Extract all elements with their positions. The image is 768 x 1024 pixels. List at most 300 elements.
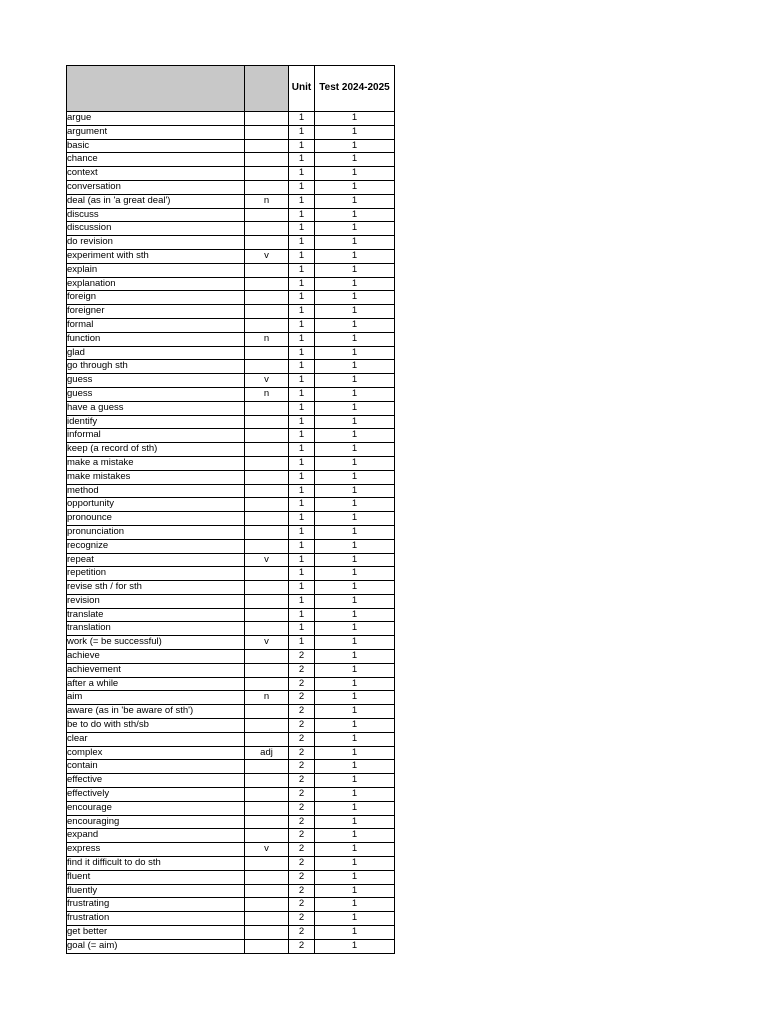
unit-cell: 2 [289, 677, 315, 691]
word-cell: achieve [67, 650, 245, 664]
pos-cell [245, 788, 289, 802]
pos-cell [245, 139, 289, 153]
table-row [67, 456, 395, 470]
test-cell: 1 [315, 788, 395, 802]
word-cell: contain [67, 760, 245, 774]
table-row [67, 291, 395, 305]
pos-cell [245, 167, 289, 181]
unit-cell: 1 [289, 553, 315, 567]
table-row [67, 594, 395, 608]
table-row [67, 801, 395, 815]
table-row [67, 125, 395, 139]
unit-cell: 1 [289, 525, 315, 539]
word-cell: work (= be successful) [67, 636, 245, 650]
test-cell: 1 [315, 705, 395, 719]
word-cell: revision [67, 594, 245, 608]
unit-cell: 1 [289, 636, 315, 650]
unit-cell: 1 [289, 249, 315, 263]
pos-cell [245, 650, 289, 664]
pos-cell [245, 470, 289, 484]
table-row [67, 677, 395, 691]
word-cell: foreigner [67, 305, 245, 319]
word-cell: argue [67, 112, 245, 126]
header-row [67, 66, 395, 112]
pos-cell [245, 829, 289, 843]
test-cell: 1 [315, 594, 395, 608]
pos-cell: v [245, 843, 289, 857]
test-cell: 1 [315, 360, 395, 374]
word-cell: effective [67, 774, 245, 788]
word-cell: translate [67, 608, 245, 622]
unit-cell: 1 [289, 194, 315, 208]
pos-cell: v [245, 249, 289, 263]
test-cell: 1 [315, 622, 395, 636]
table-row [67, 498, 395, 512]
pos-cell [245, 346, 289, 360]
unit-cell: 1 [289, 153, 315, 167]
pos-cell [245, 581, 289, 595]
test-cell: 1 [315, 898, 395, 912]
pos-cell [245, 857, 289, 871]
pos-cell [245, 567, 289, 581]
pos-cell [245, 884, 289, 898]
unit-cell: 1 [289, 622, 315, 636]
word-cell: encourage [67, 801, 245, 815]
test-cell: 1 [315, 650, 395, 664]
table-row [67, 760, 395, 774]
word-cell: encouraging [67, 815, 245, 829]
test-cell: 1 [315, 636, 395, 650]
test-cell: 1 [315, 236, 395, 250]
word-cell: deal (as in 'a great deal') [67, 194, 245, 208]
word-cell: repeat [67, 553, 245, 567]
table-row [67, 208, 395, 222]
unit-cell: 2 [289, 829, 315, 843]
word-cell: make mistakes [67, 470, 245, 484]
table-row [67, 387, 395, 401]
pos-cell [245, 318, 289, 332]
word-cell: get better [67, 926, 245, 940]
word-cell: find it difficult to do sth [67, 857, 245, 871]
test-cell: 1 [315, 222, 395, 236]
pos-cell [245, 594, 289, 608]
pos-cell [245, 912, 289, 926]
pos-cell [245, 277, 289, 291]
pos-cell [245, 677, 289, 691]
table-row [67, 305, 395, 319]
unit-cell: 1 [289, 167, 315, 181]
test-cell: 1 [315, 926, 395, 940]
pos-cell: v [245, 636, 289, 650]
table-row [67, 484, 395, 498]
unit-cell: 2 [289, 650, 315, 664]
table-row [67, 774, 395, 788]
table-row [67, 650, 395, 664]
test-cell: 1 [315, 415, 395, 429]
test-cell: 1 [315, 374, 395, 388]
table-row [67, 567, 395, 581]
pos-cell [245, 801, 289, 815]
word-cell: make a mistake [67, 456, 245, 470]
table-row [67, 236, 395, 250]
unit-cell: 1 [289, 125, 315, 139]
unit-cell: 1 [289, 291, 315, 305]
pos-cell [245, 153, 289, 167]
unit-cell: 2 [289, 788, 315, 802]
test-cell: 1 [315, 180, 395, 194]
table-row [67, 249, 395, 263]
unit-cell: 1 [289, 387, 315, 401]
pos-cell [245, 512, 289, 526]
test-cell: 1 [315, 263, 395, 277]
table-row [67, 857, 395, 871]
table-row [67, 719, 395, 733]
word-cell: frustrating [67, 898, 245, 912]
test-cell: 1 [315, 884, 395, 898]
pos-cell [245, 926, 289, 940]
test-cell: 1 [315, 318, 395, 332]
unit-cell: 2 [289, 898, 315, 912]
header-test: Test 2024-2025 [315, 66, 395, 112]
unit-cell: 1 [289, 360, 315, 374]
table-row [67, 870, 395, 884]
unit-cell: 1 [289, 346, 315, 360]
word-cell: express [67, 843, 245, 857]
word-cell: discussion [67, 222, 245, 236]
table-row [67, 788, 395, 802]
test-cell: 1 [315, 691, 395, 705]
word-cell: experiment with sth [67, 249, 245, 263]
pos-cell [245, 291, 289, 305]
pos-cell [245, 208, 289, 222]
word-cell: function [67, 332, 245, 346]
test-cell: 1 [315, 719, 395, 733]
word-cell: clear [67, 732, 245, 746]
test-cell: 1 [315, 167, 395, 181]
word-cell: translation [67, 622, 245, 636]
word-cell: do revision [67, 236, 245, 250]
test-cell: 1 [315, 870, 395, 884]
word-cell: glad [67, 346, 245, 360]
test-cell: 1 [315, 456, 395, 470]
word-cell: aim [67, 691, 245, 705]
word-cell: foreign [67, 291, 245, 305]
test-cell: 1 [315, 139, 395, 153]
table-row [67, 691, 395, 705]
table-row [67, 553, 395, 567]
table-row [67, 939, 395, 953]
unit-cell: 2 [289, 857, 315, 871]
header-unit: Unit [289, 66, 315, 112]
test-cell: 1 [315, 194, 395, 208]
table-row [67, 608, 395, 622]
unit-cell: 2 [289, 815, 315, 829]
pos-cell [245, 429, 289, 443]
unit-cell: 1 [289, 236, 315, 250]
unit-cell: 2 [289, 926, 315, 940]
table-row [67, 277, 395, 291]
table-row [67, 180, 395, 194]
word-cell: be to do with sth/sb [67, 719, 245, 733]
unit-cell: 2 [289, 774, 315, 788]
word-cell: aware (as in 'be aware of sth') [67, 705, 245, 719]
pos-cell [245, 498, 289, 512]
table-row [67, 318, 395, 332]
word-cell: chance [67, 153, 245, 167]
test-cell: 1 [315, 125, 395, 139]
table-body [67, 112, 395, 954]
word-cell: go through sth [67, 360, 245, 374]
pos-cell [245, 525, 289, 539]
test-cell: 1 [315, 153, 395, 167]
unit-cell: 1 [289, 594, 315, 608]
unit-cell: 2 [289, 801, 315, 815]
table-header [67, 66, 395, 112]
word-cell: explanation [67, 277, 245, 291]
test-cell: 1 [315, 801, 395, 815]
pos-cell [245, 236, 289, 250]
unit-cell: 2 [289, 746, 315, 760]
unit-cell: 2 [289, 939, 315, 953]
table-row [67, 332, 395, 346]
word-cell: explain [67, 263, 245, 277]
table-row [67, 912, 395, 926]
test-cell: 1 [315, 843, 395, 857]
pos-cell [245, 456, 289, 470]
table-row [67, 829, 395, 843]
pos-cell [245, 774, 289, 788]
unit-cell: 1 [289, 512, 315, 526]
word-cell: effectively [67, 788, 245, 802]
test-cell: 1 [315, 746, 395, 760]
test-cell: 1 [315, 912, 395, 926]
unit-cell: 1 [289, 263, 315, 277]
unit-cell: 1 [289, 374, 315, 388]
unit-cell: 1 [289, 539, 315, 553]
table-row [67, 884, 395, 898]
unit-cell: 1 [289, 318, 315, 332]
test-cell: 1 [315, 581, 395, 595]
unit-cell: 1 [289, 222, 315, 236]
unit-cell: 2 [289, 663, 315, 677]
table-row [67, 512, 395, 526]
unit-cell: 1 [289, 429, 315, 443]
table-row [67, 139, 395, 153]
table-row [67, 622, 395, 636]
word-cell: informal [67, 429, 245, 443]
test-cell: 1 [315, 277, 395, 291]
test-cell: 1 [315, 443, 395, 457]
table-row [67, 581, 395, 595]
table-row [67, 263, 395, 277]
table-row [67, 815, 395, 829]
pos-cell [245, 263, 289, 277]
word-cell: after a while [67, 677, 245, 691]
unit-cell: 2 [289, 705, 315, 719]
word-cell: conversation [67, 180, 245, 194]
unit-cell: 1 [289, 443, 315, 457]
unit-cell: 2 [289, 719, 315, 733]
table-row [67, 415, 395, 429]
word-cell: recognize [67, 539, 245, 553]
pos-cell [245, 443, 289, 457]
word-cell: discuss [67, 208, 245, 222]
pos-cell [245, 939, 289, 953]
word-cell: opportunity [67, 498, 245, 512]
pos-cell [245, 305, 289, 319]
table-row [67, 167, 395, 181]
table-row [67, 663, 395, 677]
pos-cell [245, 760, 289, 774]
unit-cell: 1 [289, 608, 315, 622]
table-row [67, 401, 395, 415]
test-cell: 1 [315, 249, 395, 263]
unit-cell: 1 [289, 567, 315, 581]
test-cell: 1 [315, 857, 395, 871]
test-cell: 1 [315, 553, 395, 567]
test-cell: 1 [315, 112, 395, 126]
unit-cell: 2 [289, 870, 315, 884]
table-row [67, 443, 395, 457]
table-row [67, 222, 395, 236]
table-row [67, 374, 395, 388]
test-cell: 1 [315, 470, 395, 484]
word-cell: complex [67, 746, 245, 760]
test-cell: 1 [315, 512, 395, 526]
word-cell: revise sth / for sth [67, 581, 245, 595]
unit-cell: 1 [289, 305, 315, 319]
test-cell: 1 [315, 732, 395, 746]
pos-cell: adj [245, 746, 289, 760]
pos-cell: v [245, 374, 289, 388]
pos-cell [245, 663, 289, 677]
header-word [67, 66, 245, 112]
pos-cell [245, 401, 289, 415]
test-cell: 1 [315, 567, 395, 581]
unit-cell: 1 [289, 498, 315, 512]
word-cell: keep (a record of sth) [67, 443, 245, 457]
pos-cell [245, 608, 289, 622]
test-cell: 1 [315, 539, 395, 553]
pos-cell [245, 415, 289, 429]
word-cell: fluently [67, 884, 245, 898]
unit-cell: 2 [289, 691, 315, 705]
unit-cell: 2 [289, 912, 315, 926]
table-row [67, 926, 395, 940]
table-row [67, 525, 395, 539]
pos-cell [245, 732, 289, 746]
test-cell: 1 [315, 815, 395, 829]
table-row [67, 360, 395, 374]
pos-cell: n [245, 387, 289, 401]
unit-cell: 1 [289, 456, 315, 470]
pos-cell [245, 815, 289, 829]
pos-cell [245, 484, 289, 498]
word-cell: identify [67, 415, 245, 429]
pos-cell [245, 222, 289, 236]
table-row [67, 112, 395, 126]
word-cell: pronunciation [67, 525, 245, 539]
table-row [67, 429, 395, 443]
table-row [67, 705, 395, 719]
test-cell: 1 [315, 498, 395, 512]
pos-cell [245, 112, 289, 126]
table-row [67, 346, 395, 360]
table-row [67, 746, 395, 760]
word-cell: fluent [67, 870, 245, 884]
word-cell: argument [67, 125, 245, 139]
test-cell: 1 [315, 525, 395, 539]
test-cell: 1 [315, 484, 395, 498]
word-cell: formal [67, 318, 245, 332]
test-cell: 1 [315, 608, 395, 622]
test-cell: 1 [315, 939, 395, 953]
table-row [67, 470, 395, 484]
test-cell: 1 [315, 332, 395, 346]
unit-cell: 1 [289, 112, 315, 126]
unit-cell: 2 [289, 760, 315, 774]
test-cell: 1 [315, 774, 395, 788]
table-row [67, 732, 395, 746]
unit-cell: 1 [289, 581, 315, 595]
unit-cell: 1 [289, 484, 315, 498]
test-cell: 1 [315, 829, 395, 843]
word-cell: context [67, 167, 245, 181]
unit-cell: 1 [289, 470, 315, 484]
word-cell: frustration [67, 912, 245, 926]
word-cell: goal (= aim) [67, 939, 245, 953]
word-cell: achievement [67, 663, 245, 677]
test-cell: 1 [315, 305, 395, 319]
pos-cell: n [245, 691, 289, 705]
unit-cell: 1 [289, 180, 315, 194]
unit-cell: 2 [289, 732, 315, 746]
pos-cell [245, 360, 289, 374]
table-row [67, 898, 395, 912]
pos-cell [245, 898, 289, 912]
word-cell: have a guess [67, 401, 245, 415]
word-cell: basic [67, 139, 245, 153]
pos-cell [245, 719, 289, 733]
unit-cell: 1 [289, 139, 315, 153]
test-cell: 1 [315, 387, 395, 401]
pos-cell: n [245, 194, 289, 208]
word-cell: method [67, 484, 245, 498]
unit-cell: 1 [289, 332, 315, 346]
unit-cell: 2 [289, 884, 315, 898]
vocabulary-table [66, 65, 395, 954]
test-cell: 1 [315, 208, 395, 222]
word-cell: repetition [67, 567, 245, 581]
unit-cell: 1 [289, 415, 315, 429]
word-cell: guess [67, 374, 245, 388]
table-row [67, 636, 395, 650]
test-cell: 1 [315, 429, 395, 443]
header-part-of-speech [245, 66, 289, 112]
test-cell: 1 [315, 677, 395, 691]
pos-cell [245, 125, 289, 139]
word-cell: guess [67, 387, 245, 401]
table-row [67, 194, 395, 208]
pos-cell [245, 539, 289, 553]
test-cell: 1 [315, 401, 395, 415]
unit-cell: 1 [289, 401, 315, 415]
pos-cell [245, 622, 289, 636]
pos-cell: v [245, 553, 289, 567]
test-cell: 1 [315, 760, 395, 774]
pos-cell [245, 705, 289, 719]
unit-cell: 1 [289, 208, 315, 222]
